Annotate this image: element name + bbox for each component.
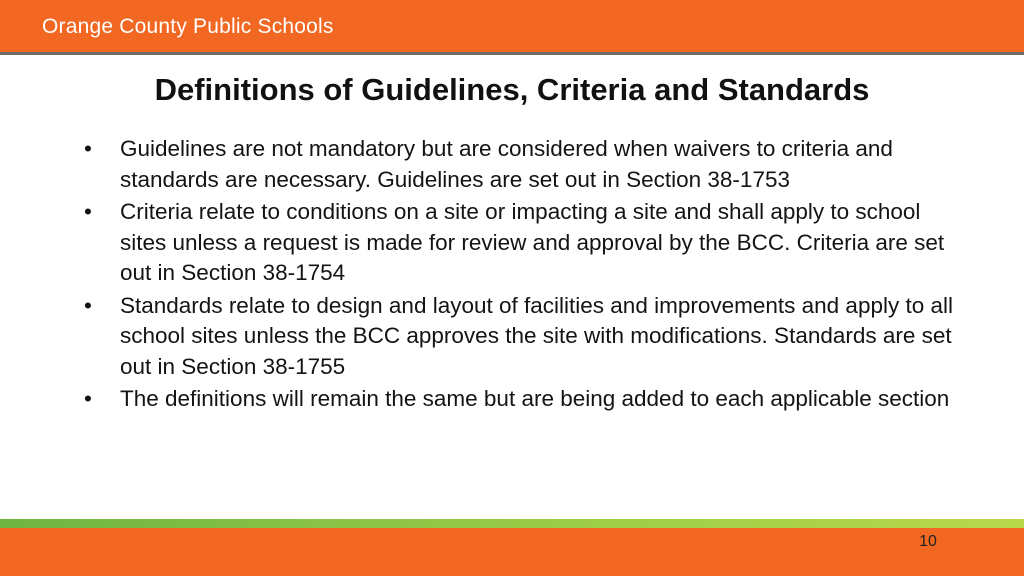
bullet-item: [80, 134, 960, 195]
footer-bar: [0, 528, 1024, 576]
bullet-item: [80, 197, 960, 289]
bullet-item: [80, 384, 960, 415]
bullet-text: Standards relate to design and layout of facilities and improvements and apply to all school sites unless the BCC approves the site with modifications. Standards are set out in Section 38-1755: [120, 292, 953, 379]
org-name: Orange County Public Schools: [42, 15, 334, 38]
bullet-marker: •: [84, 386, 92, 411]
bullet-item: [80, 291, 960, 383]
header-divider: [0, 52, 1024, 55]
footer-stripe: [0, 519, 1024, 528]
bullet-text: Guidelines are not mandatory but are considered when waivers to criteria and standards are necessary. Guidelines are set out in Section 38-1753: [120, 136, 893, 192]
bullet-marker: •: [84, 292, 92, 318]
header-bar: [0, 0, 1024, 52]
page-number: 10: [919, 533, 937, 550]
bullet-marker: •: [84, 136, 92, 161]
slide-title: Definitions of Guidelines, Criteria and Standards: [154, 72, 870, 107]
bullet-list: [80, 134, 960, 417]
bullet-text: The definitions will remain the same but are being added to each applicable section: [120, 386, 950, 411]
bullet-text: Criteria relate to conditions on a site or impacting a site and shall apply to school sites unless a request is made for review and approval by the BCC. Criteria are set out in Section 38-1754: [120, 199, 945, 285]
bullet-marker: •: [84, 199, 92, 224]
